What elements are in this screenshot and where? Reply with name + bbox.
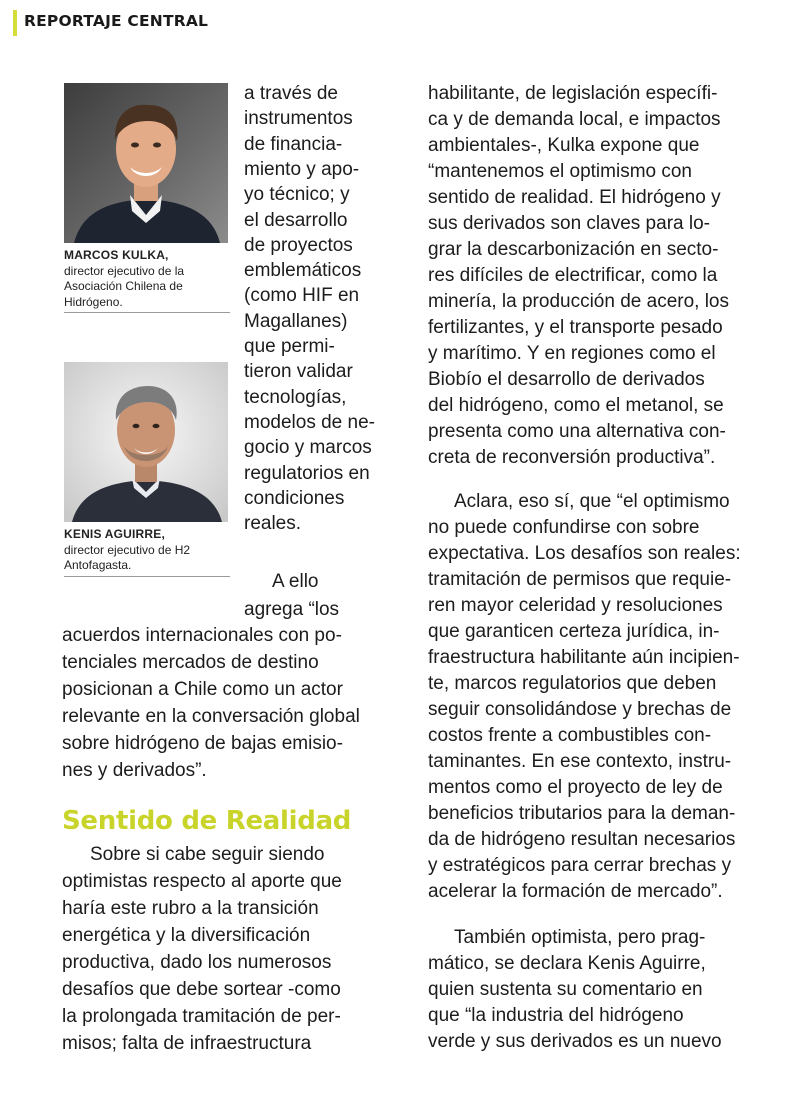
text-line: de financia- — [244, 133, 343, 155]
text-line: y estratégicos para cerrar brechas y — [428, 855, 732, 876]
text-line: miento y apo- — [244, 158, 360, 180]
text-line: que “la industria del hidrógeno — [428, 1005, 684, 1026]
text-line: seguir consolidándose y brechas de — [428, 699, 732, 720]
text-line: minería, la producción de acero, los — [428, 291, 729, 312]
text-line: ambientales-, Kulka expone que — [428, 135, 700, 156]
text-line: posicionan a Chile como un actor — [62, 679, 343, 700]
text-line: energética y la diversificación — [62, 925, 311, 946]
text-line: da de hidrógeno resultan necesarios — [428, 829, 736, 850]
text-line: modelos de ne- — [244, 411, 375, 433]
text-line: condiciones — [244, 487, 345, 509]
text-line: Biobío el desarrollo de derivados — [428, 369, 705, 390]
text-line: acelerar la formación de mercado”. — [428, 881, 723, 902]
text-line: fertilizantes, y el transporte pesado — [428, 317, 723, 338]
text-line: nes y derivados”. — [62, 760, 207, 781]
caption-name: MARCOS KULKA, — [64, 248, 169, 262]
caption-role-line: director ejecutivo de H2 — [64, 542, 191, 557]
text-line: grar la descarbonización en secto- — [428, 239, 719, 260]
text-line: que garanticen certeza jurídica, in- — [428, 621, 720, 642]
text-line: Sobre si cabe seguir siendo — [90, 844, 325, 865]
text-line: Magallanes) — [244, 310, 348, 332]
text-line: beneficios tributarios para la deman- — [428, 803, 736, 824]
text-line: ca y de demanda local, e impactos — [428, 109, 721, 130]
text-line: acuerdos internacionales con po- — [62, 625, 342, 646]
text-line: a través de — [244, 83, 338, 104]
text-line: productiva, dado los numerosos — [62, 952, 332, 973]
portrait-marcos-kulka — [64, 83, 228, 243]
caption-marcos-kulka — [64, 248, 230, 313]
text-line: no puede confundirse con sobre — [428, 517, 700, 538]
caption-name: KENIS AGUIRRE, — [64, 527, 166, 541]
text-line: optimistas respecto al aporte que — [62, 871, 342, 892]
text-line: sobre hidrógeno de bajas emisio- — [62, 733, 343, 754]
text-line: fraestructura habilitante aún incipien- — [428, 647, 740, 668]
text-line: “mantenemos el optimismo con — [428, 161, 692, 182]
section-accent-bar — [13, 10, 17, 36]
text-line: mático, se declara Kenis Aguirre, — [428, 953, 706, 974]
text-line: sus derivados son claves para lo- — [428, 213, 710, 234]
text-line: creta de reconversión productiva”. — [428, 447, 716, 468]
text-line: También optimista, pero prag- — [454, 927, 706, 948]
text-line: verde y sus derivados es un nuevo — [428, 1031, 722, 1052]
text-line: A ello — [272, 571, 319, 592]
text-line: desafíos que debe sortear -como — [62, 979, 341, 1000]
caption-role-line: Hidrógeno. — [64, 294, 123, 309]
caption-role-line: Asociación Chilena de — [64, 279, 183, 293]
text-line: del hidrógeno, como el metanol, se — [428, 395, 724, 416]
text-line: Aclara, eso sí, que “el optimismo — [454, 491, 730, 512]
caption-role-line: director ejecutivo de la — [64, 263, 185, 278]
text-line: mentos como el proyecto de ley de — [428, 777, 723, 798]
text-line: emblemáticos — [244, 260, 362, 282]
text-line: reales. — [244, 513, 302, 535]
text-line: presenta como una alternativa con- — [428, 421, 726, 442]
text-line: expectativa. Los desafíos son reales: — [428, 543, 741, 564]
text-line: sentido de realidad. El hidrógeno y — [428, 187, 721, 208]
portrait-kenis-aguirre — [64, 362, 228, 522]
text-line: quien sustenta su comentario en — [428, 979, 703, 1000]
text-line: agrega “los — [244, 599, 340, 620]
caption-kenis-aguirre — [64, 527, 230, 577]
text-line: taminantes. En ese contexto, instru- — [428, 751, 732, 772]
text-line: (como HIF en — [244, 285, 360, 307]
text-line: relevante en la conversación global — [62, 706, 360, 727]
caption-divider — [64, 312, 230, 313]
text-line: ren mayor celeridad y resoluciones — [428, 595, 723, 616]
text-line: te, marcos regulatorios que deben — [428, 673, 717, 694]
text-line: que permi- — [244, 336, 335, 357]
text-line: tramitación de permisos que requie- — [428, 569, 732, 590]
text-line: y marítimo. Y en regiones como el — [428, 343, 716, 364]
text-line: la prolongada tramitación de per- — [62, 1006, 341, 1027]
text-line: res difíciles de electrificar, como la — [428, 265, 718, 286]
text-line: regulatorios en — [244, 462, 370, 484]
section-heading: Sentido de Realidad — [62, 806, 352, 836]
text-line: gocio y marcos — [244, 437, 372, 459]
text-line: tenciales mercados de destino — [62, 652, 319, 673]
text-line: el desarrollo — [244, 209, 348, 231]
text-line: tecnologías, — [244, 386, 347, 408]
caption-role-line: Antofagasta. — [64, 558, 132, 572]
text-line: instrumentos — [244, 108, 353, 130]
section-label: REPORTAJE CENTRAL — [24, 12, 209, 30]
text-line: tieron validar — [244, 361, 353, 383]
text-line: haría este rubro a la transición — [62, 898, 319, 919]
caption-divider — [64, 576, 230, 577]
text-line: yo técnico; y — [244, 184, 350, 206]
text-line: costos frente a combustibles con- — [428, 725, 712, 746]
text-line: misos; falta de infraestructura — [62, 1033, 312, 1054]
text-line: habilitante, de legislación específi- — [428, 83, 718, 104]
text-line: de proyectos — [244, 234, 353, 256]
